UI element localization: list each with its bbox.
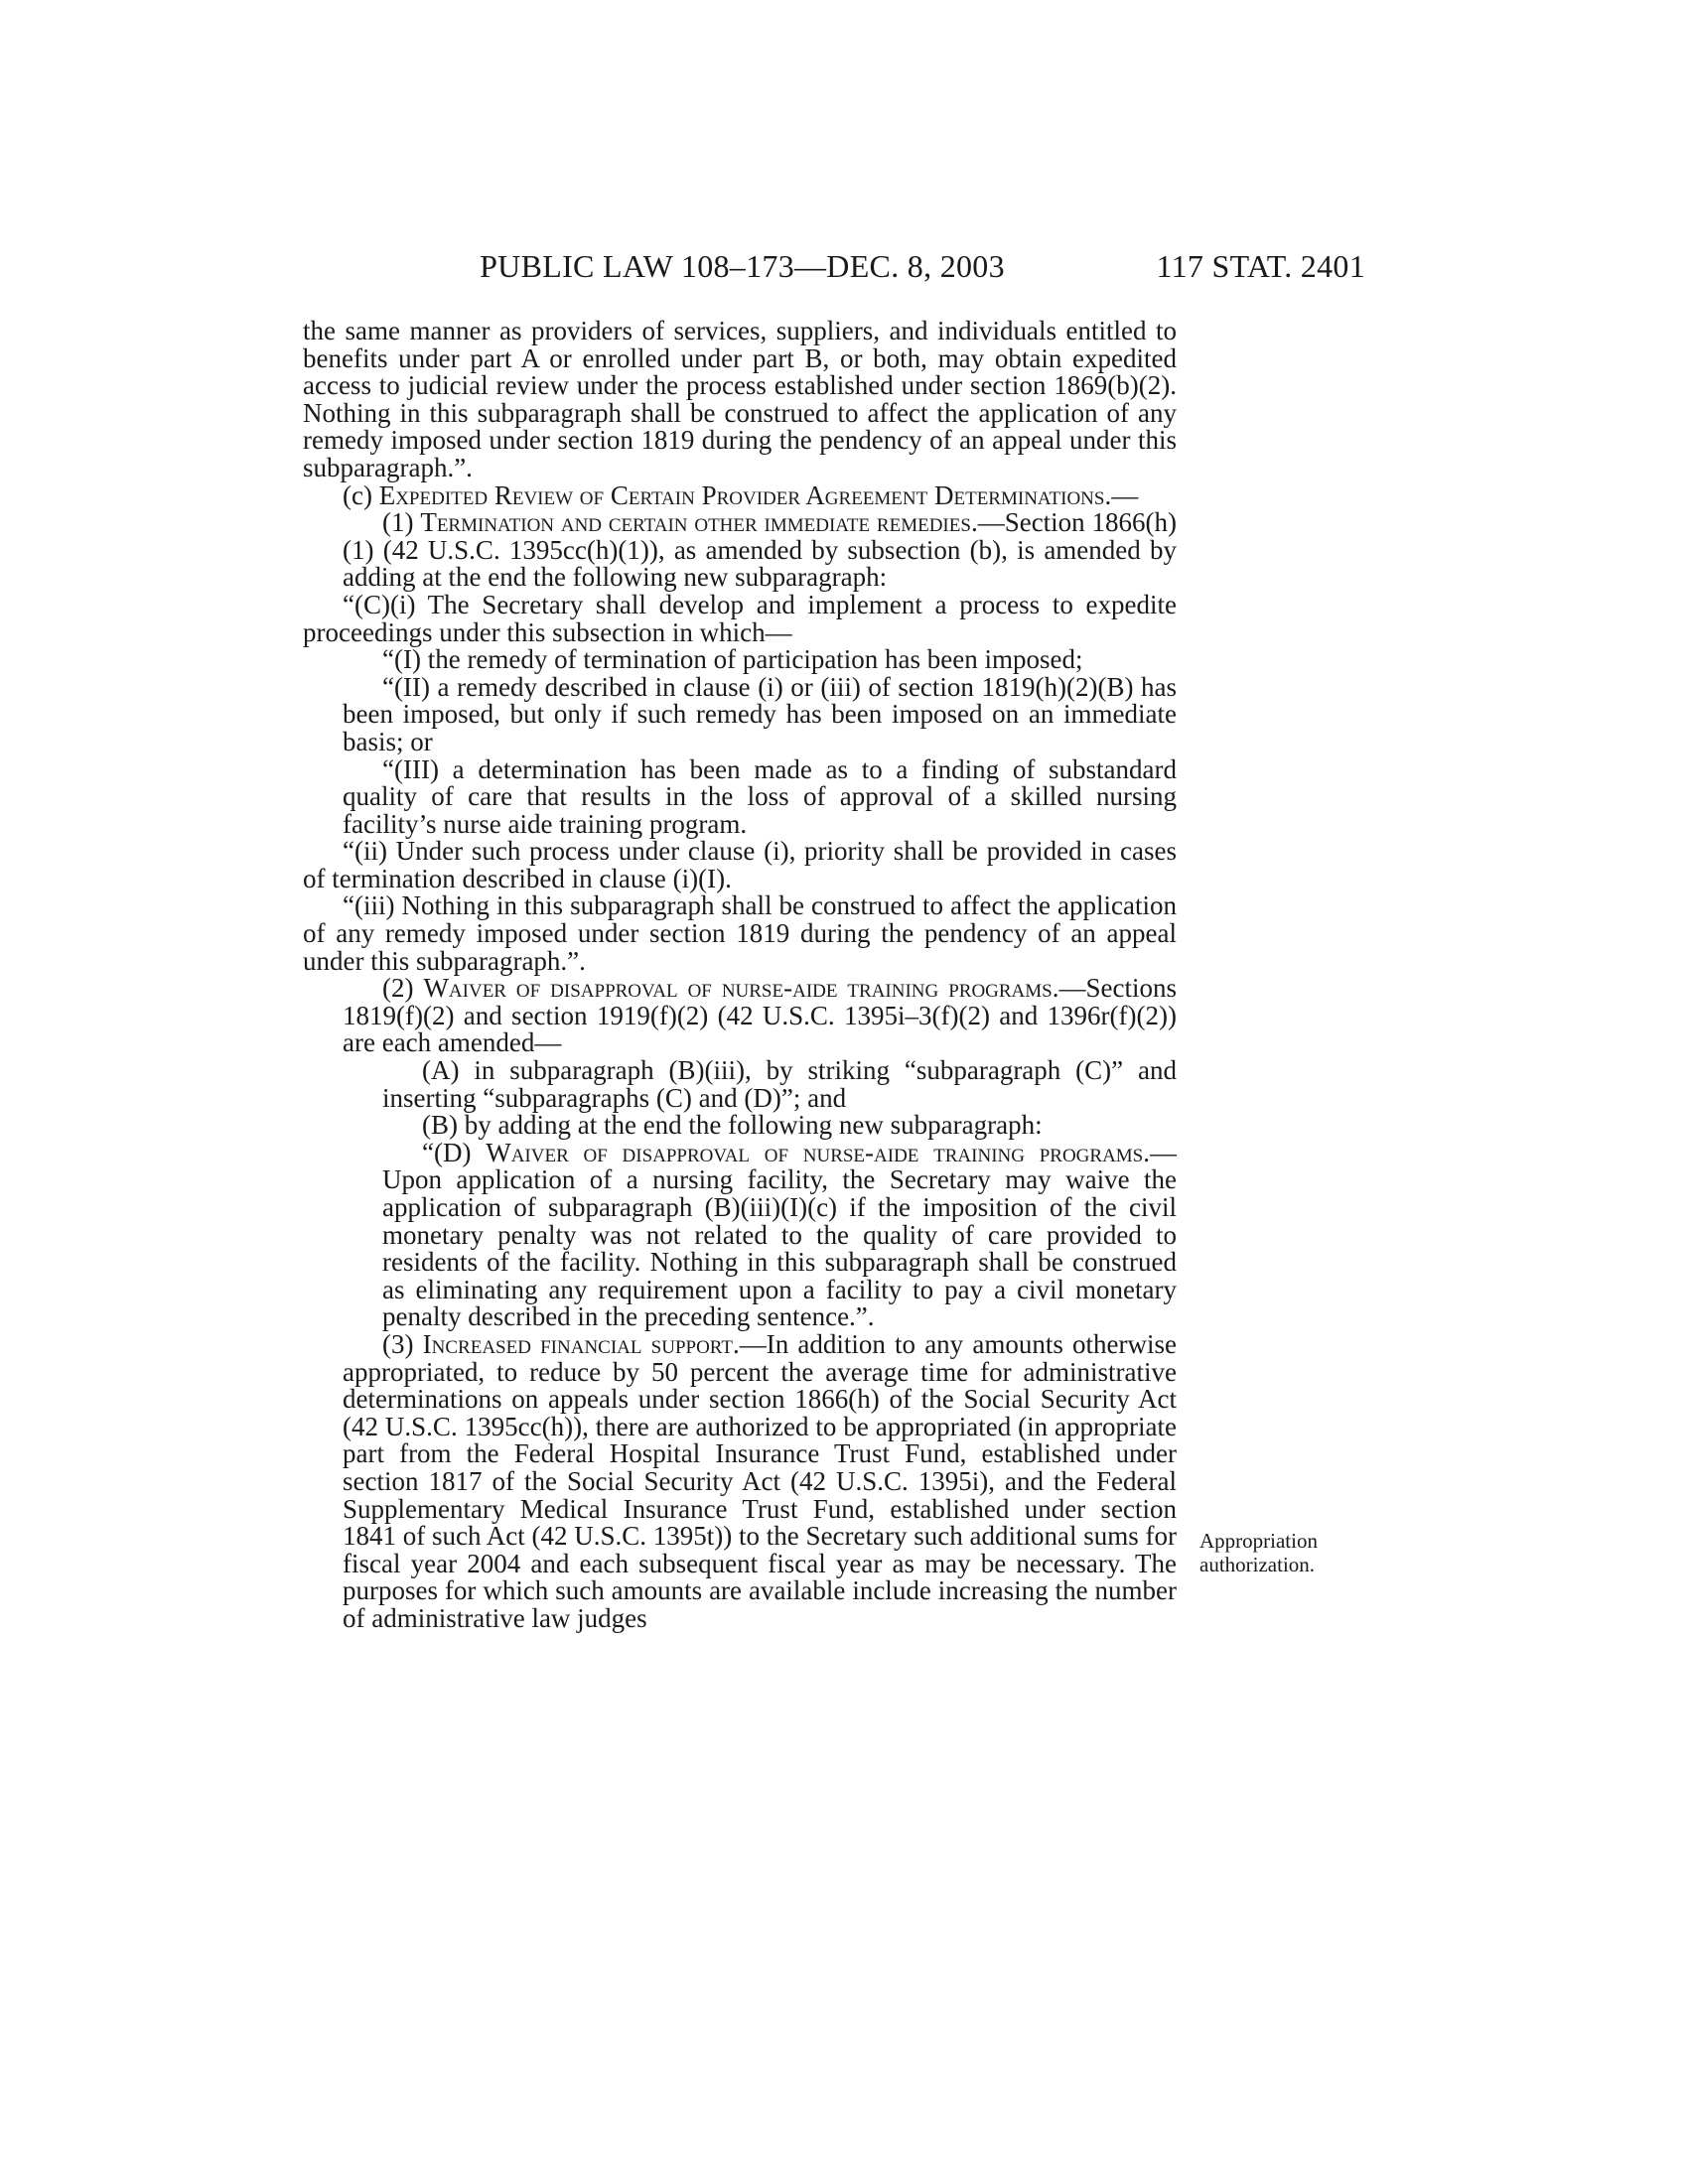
margin-note-line-1: Appropriation xyxy=(1199,1529,1318,1553)
margin-note xyxy=(1199,1529,1338,1576)
document-body xyxy=(303,318,1177,1633)
clause-ii: “(ii) Under such process under clause (i), priority shall be provided in cases of termination described in clause (i)(I). xyxy=(303,836,1177,893)
paragraph-2: (2) Waiver of disapproval of nurse-aide training programs.—Sections 1819(f)(2) and section 1919(f)(2) (42 U.S.C. 1395i–3(f)(2) and 1396r(f)(2)) are each amended— xyxy=(343,973,1177,1058)
subclause-I: “(I) the remedy of termination of participation has been imposed; xyxy=(382,644,1083,675)
subparagraph-A: (A) in subparagraph (B)(iii), by striking “subparagraph (C)” and inserting “subparagraphs (C) and (D)”; and xyxy=(382,1055,1177,1113)
subclause-III: “(III) a determination has been made as to a finding of substandard quality of care that results in the loss of approval of a skilled nursing facility’s nurse aide training program. xyxy=(343,753,1177,839)
clause-iii: “(iii) Nothing in this subparagraph shall be construed to affect the application of any remedy imposed under section 1819 during the pendency of an appeal under this subparagraph.”. xyxy=(303,890,1177,976)
subparagraph-D: “(D) Waiver of disapproval of nurse-aide training programs.—Upon application of a nursing facility, the Secretary may waive the application of subparagraph (B)(iii)(I)(c) if the imposition of the civil monetary penalty was not related to the quality of care provided to residents of the facility. Nothing in this subparagraph shall be construed as eliminating any requirement upon a facility to pay a civil monetary penalty described in the preceding sentence.”. xyxy=(382,1137,1177,1332)
running-head: PUBLIC LAW 108–173—DEC. 8, 2003 xyxy=(480,248,1005,284)
margin-note-line-2: authorization. xyxy=(1199,1553,1316,1576)
subparagraph-c-i: “(C)(i) The Secretary shall develop and implement a process to expedite proceedings under this subsection in which— xyxy=(303,589,1177,647)
subparagraph-B: (B) by adding at the end the following new subparagraph: xyxy=(422,1110,1043,1141)
paragraph-continuation: the same manner as providers of services, suppliers, and individuals entitled to benefits under part A or enrolled under part B, or both, may obtain expedited access to judicial review under the process established under section 1869(b)(2). Nothing in this subparagraph shall be construed to affect the application of any remedy imposed under section 1819 during the pendency of an appeal under this subparagraph.”. xyxy=(303,316,1177,482)
statute-reference: 117 STAT. 2401 xyxy=(1156,248,1365,284)
paragraph-3: (3) Increased financial support.—In addition to any amounts otherwise appropriated, to reduce by 50 percent the average time for administrative determinations on appeals under section 1866(h) of the Social Security Act (42 U.S.C. 1395cc(h)), there are authorized to be appropriated (in appropriate part from the Federal Hospital Insurance Trust Fund, established under section 1817 of the Social Security Act (42 U.S.C. 1395i), and the Federal Supplementary Medical Insurance Trust Fund, established under section 1841 of such Act (42 U.S.C. 1395t)) to the Secretary such additional sums for fiscal year 2004 and each subsequent fiscal year as may be necessary. The purposes for which such amounts are available include increasing the number of administrative law judges xyxy=(343,1328,1177,1633)
paragraph-1: (1) Termination and certain other immediate remedies.—Section 1866(h)(1) (42 U.S.C. 1395cc(h)(1)), as amended by subsection (b), is amended by adding at the end the following new subparagraph: xyxy=(343,507,1177,593)
subclause-II: “(II) a remedy described in clause (i) or (iii) of section 1819(h)(2)(B) has been imposed, but only if such remedy has been imposed on an immediate basis; or xyxy=(343,671,1177,756)
page-header xyxy=(303,248,1365,288)
subsection-c-heading: (c) Expedited Review of Certain Provider Agreement Determinations.— xyxy=(343,479,1139,510)
